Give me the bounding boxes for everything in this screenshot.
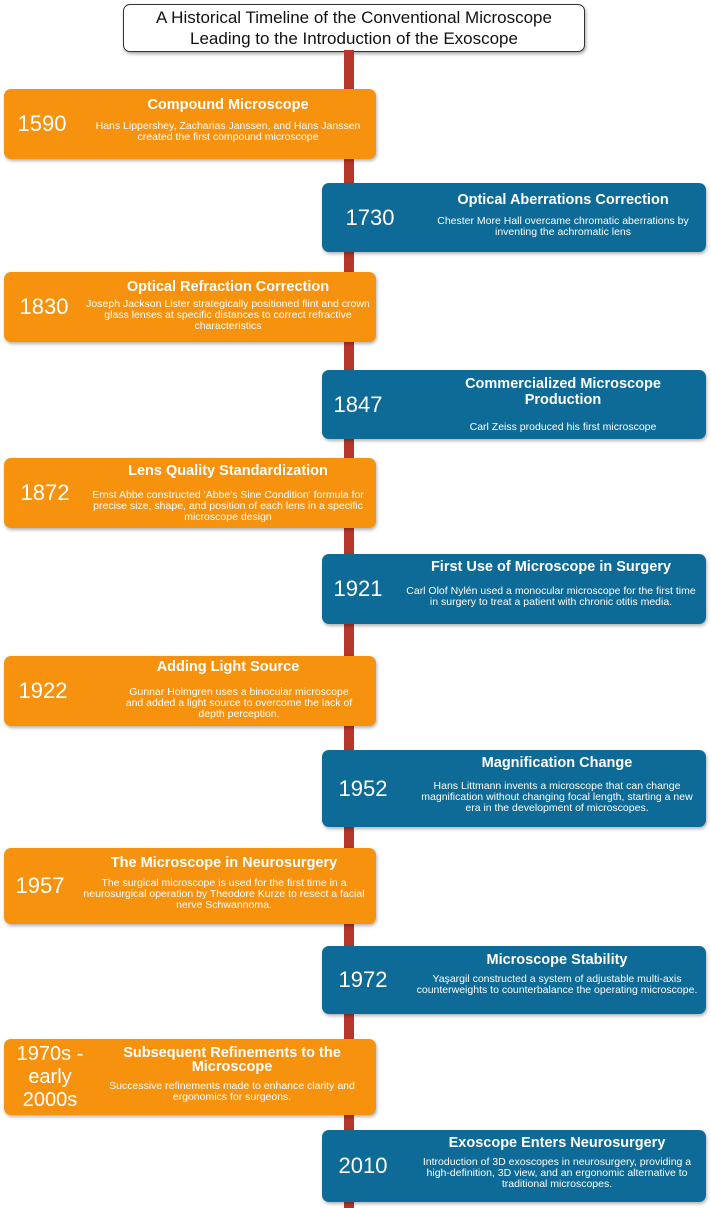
event-description: Chester More Hall overcame chromatic aberrations by inventing the achromatic lens [437, 215, 689, 238]
event-year: 2010 [338, 1153, 388, 1178]
event-card-2010 [322, 1130, 706, 1202]
event-card-1830 [4, 272, 376, 342]
event-title: Subsequent Refinements to the Microscope [123, 1045, 341, 1075]
event-description: Ernst Abbe constructed 'Abbe's Sine Condition' formula for precise size, shape, and position of each lens in a specific microscope design [92, 489, 364, 523]
event-card-1872 [4, 458, 376, 528]
event-description: Carl Olof Nylén used a monocular microscope for the first time in surgery to treat a patient with chronic otitis media. [406, 585, 696, 608]
event-year: 1830 [19, 294, 69, 319]
event-card-1922 [4, 656, 376, 726]
event-year: 1922 [18, 678, 68, 703]
event-description: Hans Lippershey, Zacharias Janssen, and Hans Janssen created the first compound microscope [95, 120, 361, 143]
event-year: 1730 [345, 204, 395, 230]
event-title: Lens Quality Standardization [128, 463, 328, 479]
event-description: Joseph Jackson Lister strategically positioned flint and crown glass lenses at specific distances to correct refractive characteristics [86, 298, 370, 332]
event-card-1847 [322, 370, 706, 439]
event-card-1970s-2000s [4, 1039, 376, 1115]
event-card-1921 [322, 554, 706, 624]
event-year: 1972 [338, 967, 388, 992]
event-year: 1921 [333, 576, 383, 601]
event-description: Gunnar Holmgren uses a binocular microscope and added a light source to overcome the lack of depth perception. [125, 686, 353, 720]
event-description: The surgical microscope is used for the first time in a neurosurgical operation by Theodore Kurze to resect a facial nerve Schwannoma. [83, 877, 365, 911]
event-card-1972 [322, 946, 706, 1014]
event-title: Optical Refraction Correction [126, 279, 330, 295]
timeline-title [123, 4, 585, 52]
event-title: The Microscope in Neurosurgery [110, 855, 338, 871]
event-title: Commercialized Microscope Production [465, 376, 661, 408]
event-title: Exoscope Enters Neurosurgery [448, 1135, 666, 1151]
title-line-1: A Historical Timeline of the Conventional Microscope [156, 8, 552, 27]
event-title: Compound Microscope [147, 97, 309, 113]
event-description: Successive refinements made to enhance clarity and ergonomics for surgeons. [109, 1080, 355, 1103]
event-title: Magnification Change [481, 755, 633, 771]
event-year: 1847 [333, 391, 383, 417]
event-title: First Use of Microscope in Surgery [430, 559, 672, 575]
event-title: Optical Aberrations Correction [457, 192, 669, 208]
event-description: Hans Littmann invents a microscope that can change magnification without changing focal length, starting a new era in the development of microscopes. [421, 780, 693, 814]
event-year: 1957 [15, 873, 65, 898]
event-title: Microscope Stability [486, 952, 628, 968]
event-year: 1970s - early 2000s [16, 1042, 84, 1111]
event-card-1952 [322, 750, 706, 827]
event-description: Introduction of 3D exoscopes in neurosurgery, providing a high-definition, 3D view, and an ergonomic alternative to traditional microscopes. [422, 1156, 692, 1190]
event-year: 1590 [17, 111, 67, 136]
title-line-2: Leading to the Introduction of the Exoscope [190, 29, 518, 48]
event-card-1730 [322, 183, 706, 252]
event-title: Adding Light Source [156, 659, 300, 675]
event-card-1590 [4, 89, 376, 159]
event-description: Carl Zeiss produced his first microscope [469, 421, 657, 433]
event-year: 1952 [338, 775, 388, 801]
event-card-1957 [4, 848, 376, 924]
event-year: 1872 [20, 480, 70, 505]
event-description: Yaşargil constructed a system of adjustable multi-axis counterweights to counterbalance the operating microscope. [416, 973, 698, 996]
